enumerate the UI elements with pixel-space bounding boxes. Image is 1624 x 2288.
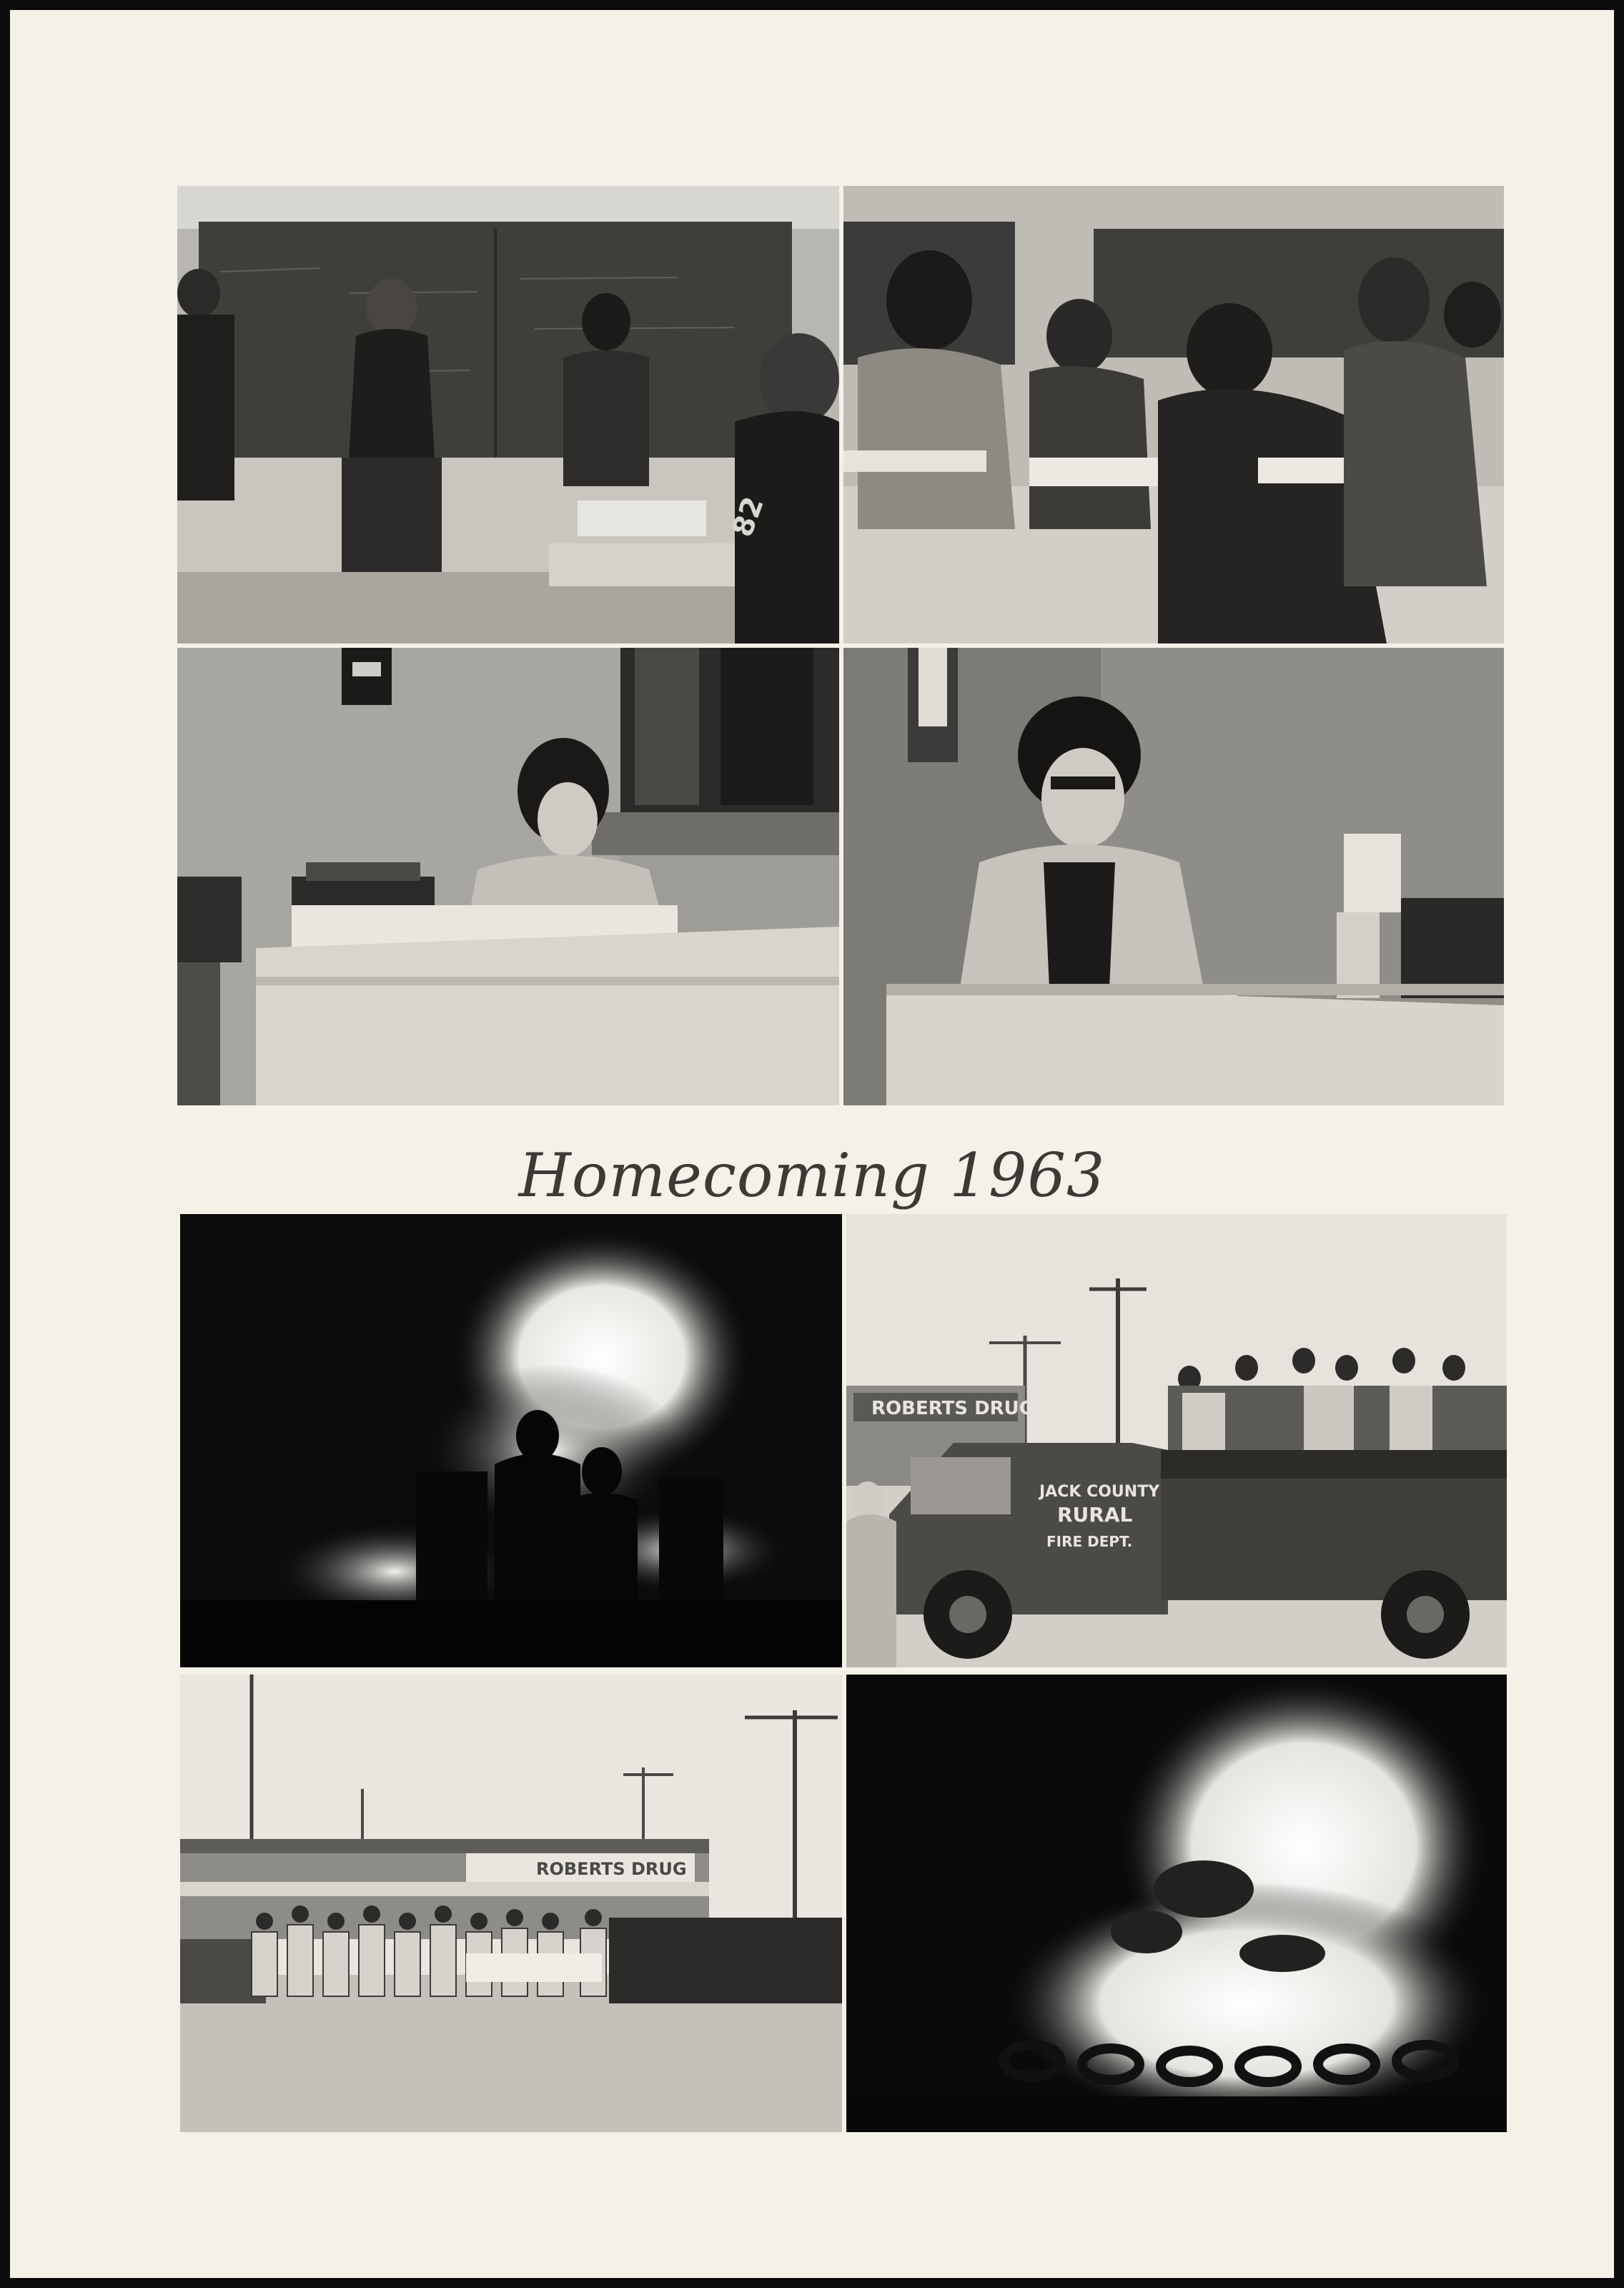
jersey-number: 82 [726,492,771,541]
photo-students-at-chalkboard [177,186,839,644]
store-sign-roberts-drug-parade: ROBERTS DRUG [536,1859,687,1879]
photo-secretary-at-typewriter-desk [177,648,839,1105]
photo-fire-truck-parade [846,1214,1507,1667]
truck-door-line2: RURAL [1057,1503,1133,1527]
photo-bonfire-tires [846,1675,1507,2132]
truck-door-line3: FIRE DEPT. [1046,1533,1133,1550]
store-sign-roberts-drug: ROBERTS DRUG [871,1398,1035,1419]
truck-door-line1: JACK COUNTY [1039,1483,1160,1501]
photo-pep-squad-parade-street [180,1675,842,2132]
photo-teacher-writing-at-desk [843,648,1504,1105]
photo-students-at-desks [843,186,1504,644]
page-title: Homecoming 1963 [518,1140,1106,1210]
photo-bonfire-silhouettes [180,1214,842,1667]
yearbook-page [10,10,1614,2278]
